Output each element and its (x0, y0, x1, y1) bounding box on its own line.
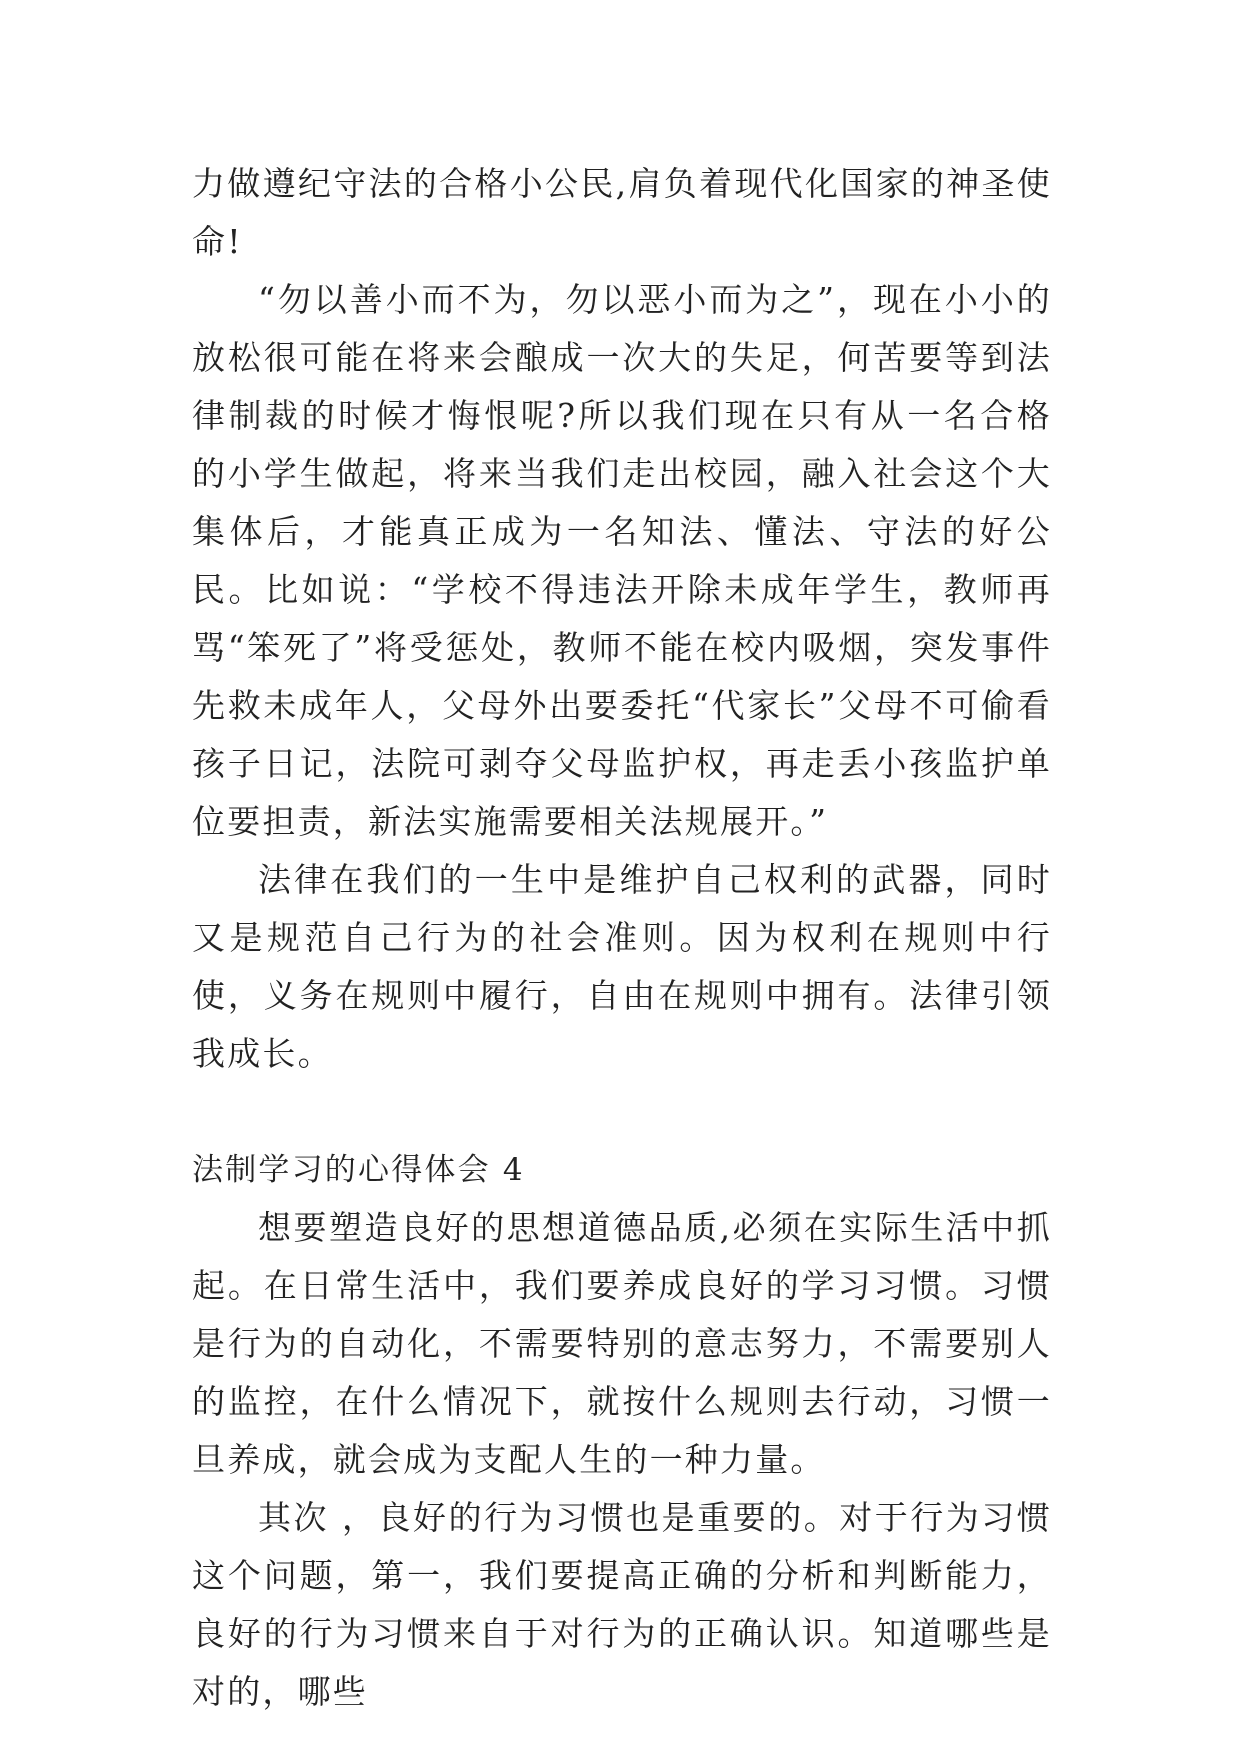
paragraph-moral-quality: 想要塑造良好的思想道德品质,必须在实际生活中抓起。在日常生活中，我们要养成良好的学习习惯。习惯是行为的自动化，不需要特别的意志努力，不需要别人的监控，在什么情况下，就按什么规则去行动，习惯一旦养成，就会成为支配人生的一种力量。 (192, 1208, 1052, 1479)
paragraph-behavior-habits: 其次 ，良好的行为习惯也是重要的。对于行为习惯这个问题，第一，我们要提高正确的分析和判断能力，良好的行为习惯来自于对行为的正确认识。知道哪些是对的，哪些 (192, 1498, 1052, 1711)
paragraph-proverb: “勿以善小而不为，勿以恶小而为之”，现在小小的放松很可能在将来会酿成一次大的失足，何苦要等到法律制裁的时候才悔恨呢?所以我们现在只有从一名合格的小学生做起，将来当我们走出校园，融入社会这个大集体后，才能真正成为一名知法、懂法、守法的好公民。比如说：“学校不得违法开除未成年学生，教师再骂“笨死了”将受惩处，教师不能在校内吸烟，突发事件先救未成年人，父母外出要委托“代家长”父母不可偷看孩子日记，法院可剥夺父母监护权，再走丢小孩监护单位要担责，新法实施需要相关法规展开。” (192, 280, 1052, 841)
paragraph-law-weapon: 法律在我们的一生中是维护自己权利的武器，同时又是规范自己行为的社会准则。因为权利在规则中行使，义务在规则中履行，自由在规则中拥有。法律引领我成长。 (192, 860, 1052, 1073)
section-heading: 法制学习的心得体会 4 (192, 1152, 525, 1188)
paragraph-continuation: 力做遵纪守法的合格小公民,肩负着现代化国家的神圣使命! (192, 164, 1052, 261)
document-page (192, 155, 1052, 1721)
